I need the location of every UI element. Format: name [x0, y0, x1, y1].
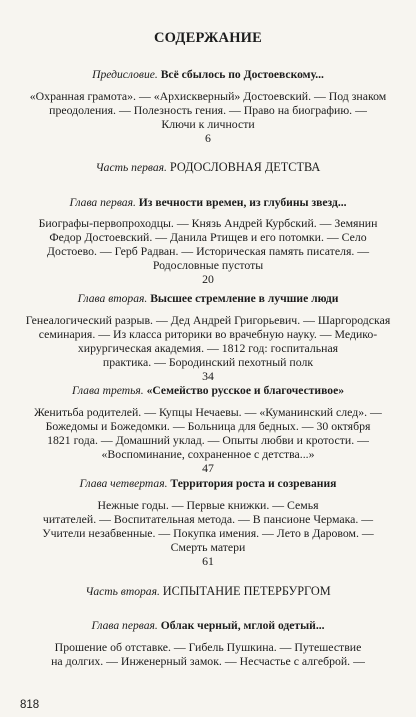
- chapter-1-title: Из вечности времен, из глубины звезд...: [138, 196, 347, 209]
- chapter-1-line: Родословные пустоты: [152, 258, 264, 272]
- chapter-5-heading: [0, 619, 416, 633]
- preface-line: преодоления. — Полезность гения. — Право на биографию. —: [49, 103, 367, 117]
- chapter-1-line: Достоево. — Герб Радван. — Историческая память писателя. —: [46, 244, 370, 258]
- chapter-3-line: Женитьба родителей. — Купцы Нечаевы. — «Куманинский след». —: [34, 405, 382, 419]
- part-two-title: ИСПЫТАНИЕ ПЕТЕРБУРГОМ: [162, 584, 331, 598]
- chapter-2-page: 34: [202, 369, 214, 383]
- part-two-heading: [0, 584, 416, 599]
- part-one-label: Часть первая.: [95, 161, 167, 174]
- chapter-3-line: «Воспоминание, сохраненное с детства...»: [101, 447, 315, 461]
- chapter-2-label: Глава вторая.: [77, 292, 148, 305]
- chapter-1-label: Глава первая.: [69, 196, 136, 209]
- chapter-5-line: Прошение об отставке. — Гибель Пушкина. — Путешествие: [54, 640, 362, 654]
- chapter-4-label: Глава четвертая.: [79, 477, 168, 490]
- chapter-4-title: Территория роста и созревания: [170, 477, 337, 490]
- chapter-5-title: Облак черный, мглой одетый...: [160, 619, 325, 632]
- preface-line: Ключи к личности: [161, 117, 255, 131]
- preface-label: Предисловие.: [92, 68, 158, 81]
- chapter-1-heading: [0, 196, 416, 210]
- chapter-2-title: Высшее стремление в лучшие люди: [150, 292, 339, 305]
- chapter-3-heading: [0, 384, 416, 398]
- chapter-4-line: Нежные годы. — Первые книжки. — Семья: [97, 498, 319, 512]
- chapter-1-line: Федор Достоевский. — Данила Ртищев и его потомки. — Село: [49, 230, 367, 244]
- chapter-2-line: Генеалогический разрыв. — Дед Андрей Григорьевич. — Шаргородская: [25, 313, 391, 327]
- chapter-1-line: Биографы-первопроходцы. — Князь Андрей Курбский. — Земянин: [38, 216, 378, 230]
- chapter-4-heading: [0, 477, 416, 491]
- chapter-1-page: 20: [202, 272, 214, 286]
- part-two-label: Часть вторая.: [85, 585, 160, 598]
- chapter-4-page: 61: [202, 554, 214, 568]
- page-title: СОДЕРЖАНИЕ: [153, 30, 263, 46]
- chapter-2-heading: [0, 292, 416, 306]
- preface-title: Всё сбылось по Достоевскому...: [160, 68, 324, 81]
- preface-page: 6: [205, 131, 211, 145]
- chapter-3-line: Божедомы и Божедомки. — Больница для бедных. — 30 октября: [45, 419, 371, 433]
- chapter-2-line: хирургическая академия. — 1812 год: госпитальная: [77, 341, 339, 355]
- page-number: 818: [20, 699, 40, 711]
- chapter-3-title: «Семейство русское и благочестивое»: [146, 384, 345, 397]
- chapter-4-line: Смерть матери: [170, 540, 246, 554]
- preface-heading: [0, 68, 416, 82]
- chapter-4-line: читателей. — Воспитательная метода. — В пансионе Чермака. —: [42, 512, 374, 526]
- chapter-4-line: Учители незабвенные. — Покупка имения. — Лето в Даровом. —: [42, 526, 374, 540]
- part-one-title: РОДОСЛОВНАЯ ДЕТСТВА: [169, 160, 321, 174]
- chapter-2-line: семинария. — Из класса риторики во врачебную науку. — Медико-: [38, 327, 378, 341]
- part-one-heading: [0, 160, 416, 175]
- chapter-2-line: практика. — Бородинский пехотный полк: [102, 355, 314, 369]
- chapter-3-label: Глава третья.: [71, 384, 144, 397]
- chapter-5-label: Глава первая.: [91, 619, 158, 632]
- chapter-5-line: на долгих. — Инженерный замок. — Несчастье с алгеброй. —: [51, 654, 365, 668]
- preface-line: «Охранная грамота». — «Архискверный» Достоевский. — Под знаком: [29, 89, 387, 103]
- chapter-3-line: 1821 года. — Домашний уклад. — Опыты любви и кротости. —: [47, 433, 369, 447]
- chapter-3-page: 47: [202, 461, 214, 475]
